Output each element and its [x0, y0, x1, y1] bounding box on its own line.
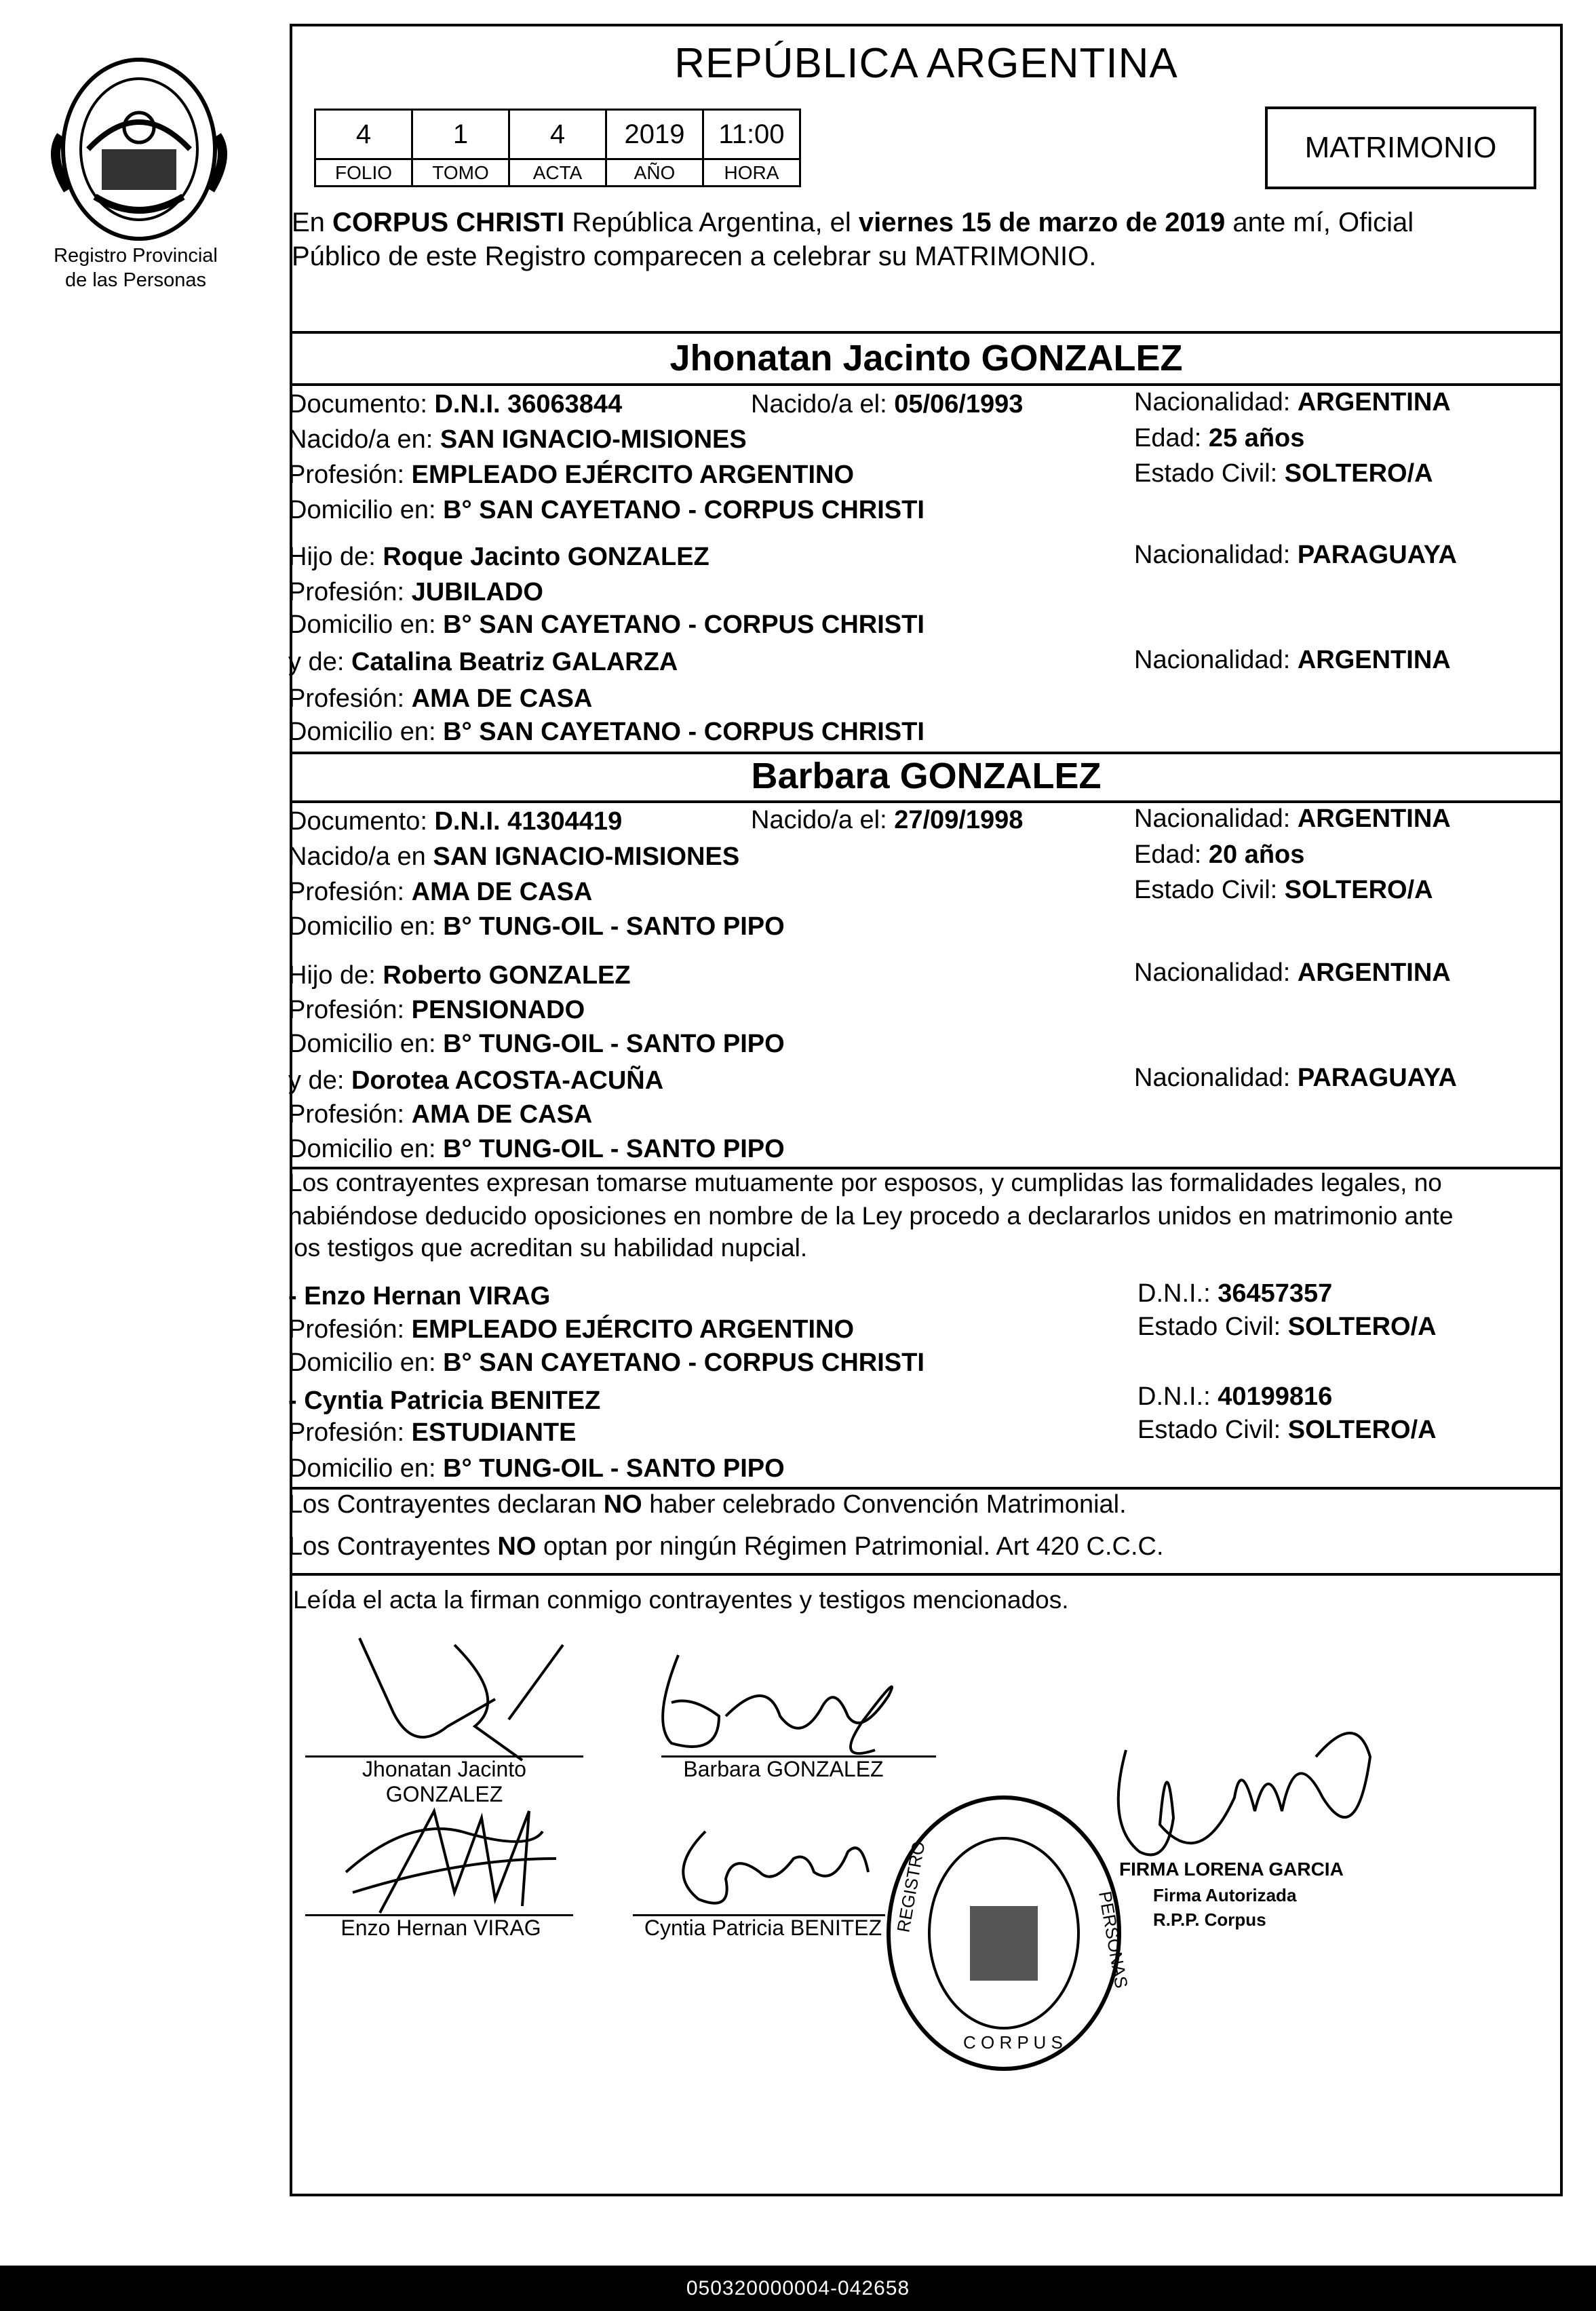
logo-caption-line1: Registro Provincial [54, 245, 218, 267]
groom-name: Jhonatan Jacinto GONZALEZ [669, 338, 1183, 378]
groom-birthdate: Nacido/a el: 05/06/1993 [751, 390, 1024, 419]
witness2-address: Domicilio en: B° TUNG-OIL - SANTO PIPO [288, 1454, 785, 1483]
groom-document: Documento: D.N.I. 36063844 [288, 390, 623, 419]
witness2-civil-status: Estado Civil: SOLTERO/A [1137, 1416, 1437, 1444]
groom-signature-label1: Jhonatan Jacinto [362, 1757, 526, 1781]
signature-intro: Leída el acta la firman conmigo contrayentes y testigos mencionados. [293, 1586, 1069, 1614]
official-seal-icon [882, 1791, 1132, 2076]
declaration-line1: Los contrayentes expresan tomarse mutuamente por esposos, y cumplidas las formalidades legales, no [288, 1169, 1442, 1197]
groom-age: Edad: 25 años [1134, 424, 1305, 452]
hora-value: 11:00 [703, 110, 800, 159]
provincial-seal-icon [41, 54, 237, 244]
page-title: REPÚBLICA ARGENTINA [674, 40, 1178, 87]
bride-father-profession: Profesión: PENSIONADO [288, 996, 585, 1024]
declaration-line2: habiéndose deducido oposiciones en nombre de la Ley procedo a declararlos unidos en matrimonio ante [288, 1202, 1454, 1230]
convention-line2: Los Contrayentes NO optan por ningún Régimen Patrimonial. Art 420 C.C.C. [288, 1532, 1164, 1561]
bride-age: Edad: 20 años [1134, 840, 1305, 869]
svg-text:C O R P U S: C O R P U S [963, 2032, 1063, 2053]
logo-caption-line2: de las Personas [65, 269, 206, 291]
witness1-signature-label: Enzo Hernan VIRAG [340, 1916, 541, 1940]
convention-line1: Los Contrayentes declaran NO haber celebrado Convención Matrimonial. [288, 1490, 1127, 1519]
hora-label: HORA [703, 159, 800, 187]
bride-nationality: Nacionalidad: ARGENTINA [1134, 804, 1451, 833]
acta-label: ACTA [509, 159, 606, 187]
intro-line2: Público de este Registro comparecen a celebrar su MATRIMONIO. [292, 241, 1097, 271]
groom-father: Hijo de: Roque Jacinto GONZALEZ [288, 543, 709, 571]
registry-table [314, 109, 801, 187]
witness1-name: - Enzo Hernan VIRAG [288, 1282, 551, 1310]
groom-birthplace: Nacido/a en: SAN IGNACIO-MISIONES [288, 425, 747, 454]
bride-birthdate: Nacido/a el: 27/09/1998 [751, 806, 1024, 834]
bride-father-nationality: Nacionalidad: ARGENTINA [1134, 958, 1451, 987]
bride-mother-address: Domicilio en: B° TUNG-OIL - SANTO PIPO [288, 1135, 785, 1163]
witness1-dni: D.N.I.: 36457357 [1137, 1279, 1333, 1308]
witness2-signature-icon [658, 1811, 889, 1920]
groom-father-nationality: Nacionalidad: PARAGUAYA [1134, 541, 1457, 569]
witness2-dni: D.N.I.: 40199816 [1137, 1382, 1333, 1411]
witness1-signature-icon [326, 1791, 583, 1926]
groom-mother-nationality: Nacionalidad: ARGENTINA [1134, 646, 1451, 674]
svg-text:REGISTRO: REGISTRO [893, 1840, 929, 1935]
registry-logo [41, 54, 237, 244]
bride-father: Hijo de: Roberto GONZALEZ [288, 961, 631, 990]
tomo-label: TOMO [412, 159, 509, 187]
bride-name: Barbara GONZALEZ [751, 756, 1102, 796]
witness1-civil-status: Estado Civil: SOLTERO/A [1137, 1313, 1437, 1341]
groom-father-profession: Profesión: JUBILADO [288, 578, 543, 606]
groom-mother-profession: Profesión: AMA DE CASA [288, 684, 593, 713]
bride-father-address: Domicilio en: B° TUNG-OIL - SANTO PIPO [288, 1030, 785, 1058]
divider [290, 383, 1563, 386]
groom-civil-status: Estado Civil: SOLTERO/A [1134, 459, 1433, 488]
bride-profession: Profesión: AMA DE CASA [288, 878, 593, 906]
intro-line1: En CORPUS CHRISTI República Argentina, el viernes 15 de marzo de 2019 ante mí, Oficial [292, 208, 1414, 237]
divider [290, 331, 1563, 334]
bride-birthplace: Nacido/a en SAN IGNACIO-MISIONES [288, 842, 740, 871]
bride-civil-status: Estado Civil: SOLTERO/A [1134, 876, 1433, 904]
folio-value: 4 [315, 110, 412, 159]
bride-signature-label: Barbara GONZALEZ [683, 1757, 884, 1781]
officer-stamp-line1: FIRMA LORENA GARCIA [1119, 1859, 1344, 1880]
folio-label: FOLIO [315, 159, 412, 187]
groom-signature-icon [319, 1625, 590, 1774]
act-type-box: MATRIMONIO [1265, 106, 1536, 189]
officer-stamp-line2: Firma Autorizada [1153, 1885, 1297, 1905]
document-code: 050320000004-042658 [0, 2266, 1596, 2311]
groom-nationality: Nacionalidad: ARGENTINA [1134, 388, 1451, 416]
bride-mother-nationality: Nacionalidad: PARAGUAYA [1134, 1064, 1457, 1092]
witness2-signature-label: Cyntia Patricia BENITEZ [644, 1916, 882, 1940]
witness1-profession: Profesión: EMPLEADO EJÉRCITO ARGENTINO [288, 1315, 855, 1344]
anio-value: 2019 [606, 110, 703, 159]
groom-profession: Profesión: EMPLEADO EJÉRCITO ARGENTINO [288, 461, 855, 489]
groom-mother: y de: Catalina Beatriz GALARZA [288, 648, 678, 676]
divider [290, 1573, 1563, 1576]
svg-text:PERSONAS: PERSONAS [1095, 1889, 1132, 1990]
witness1-address: Domicilio en: B° SAN CAYETANO - CORPUS CHRISTI [288, 1348, 924, 1377]
groom-address: Domicilio en: B° SAN CAYETANO - CORPUS CHRISTI [288, 496, 924, 524]
witness2-name: - Cyntia Patricia BENITEZ [288, 1386, 601, 1415]
declaration-line3: los testigos que acreditan su habilidad nupcial. [288, 1234, 808, 1262]
acta-value: 4 [509, 110, 606, 159]
bride-mother: y de: Dorotea ACOSTA-ACUÑA [288, 1066, 664, 1095]
bride-address: Domicilio en: B° TUNG-OIL - SANTO PIPO [288, 912, 785, 941]
tomo-value: 1 [412, 110, 509, 159]
bride-document: Documento: D.N.I. 41304419 [288, 807, 623, 836]
witness2-profession: Profesión: ESTUDIANTE [288, 1418, 577, 1447]
bride-mother-profession: Profesión: AMA DE CASA [288, 1100, 593, 1129]
groom-signature-label2: GONZALEZ [385, 1782, 503, 1806]
divider [290, 752, 1563, 754]
groom-father-address: Domicilio en: B° SAN CAYETANO - CORPUS CHRISTI [288, 610, 924, 639]
anio-label: AÑO [606, 159, 703, 187]
officer-stamp-line3: R.P.P. Corpus [1153, 1909, 1266, 1930]
groom-mother-address: Domicilio en: B° SAN CAYETANO - CORPUS CHRISTI [288, 718, 924, 746]
